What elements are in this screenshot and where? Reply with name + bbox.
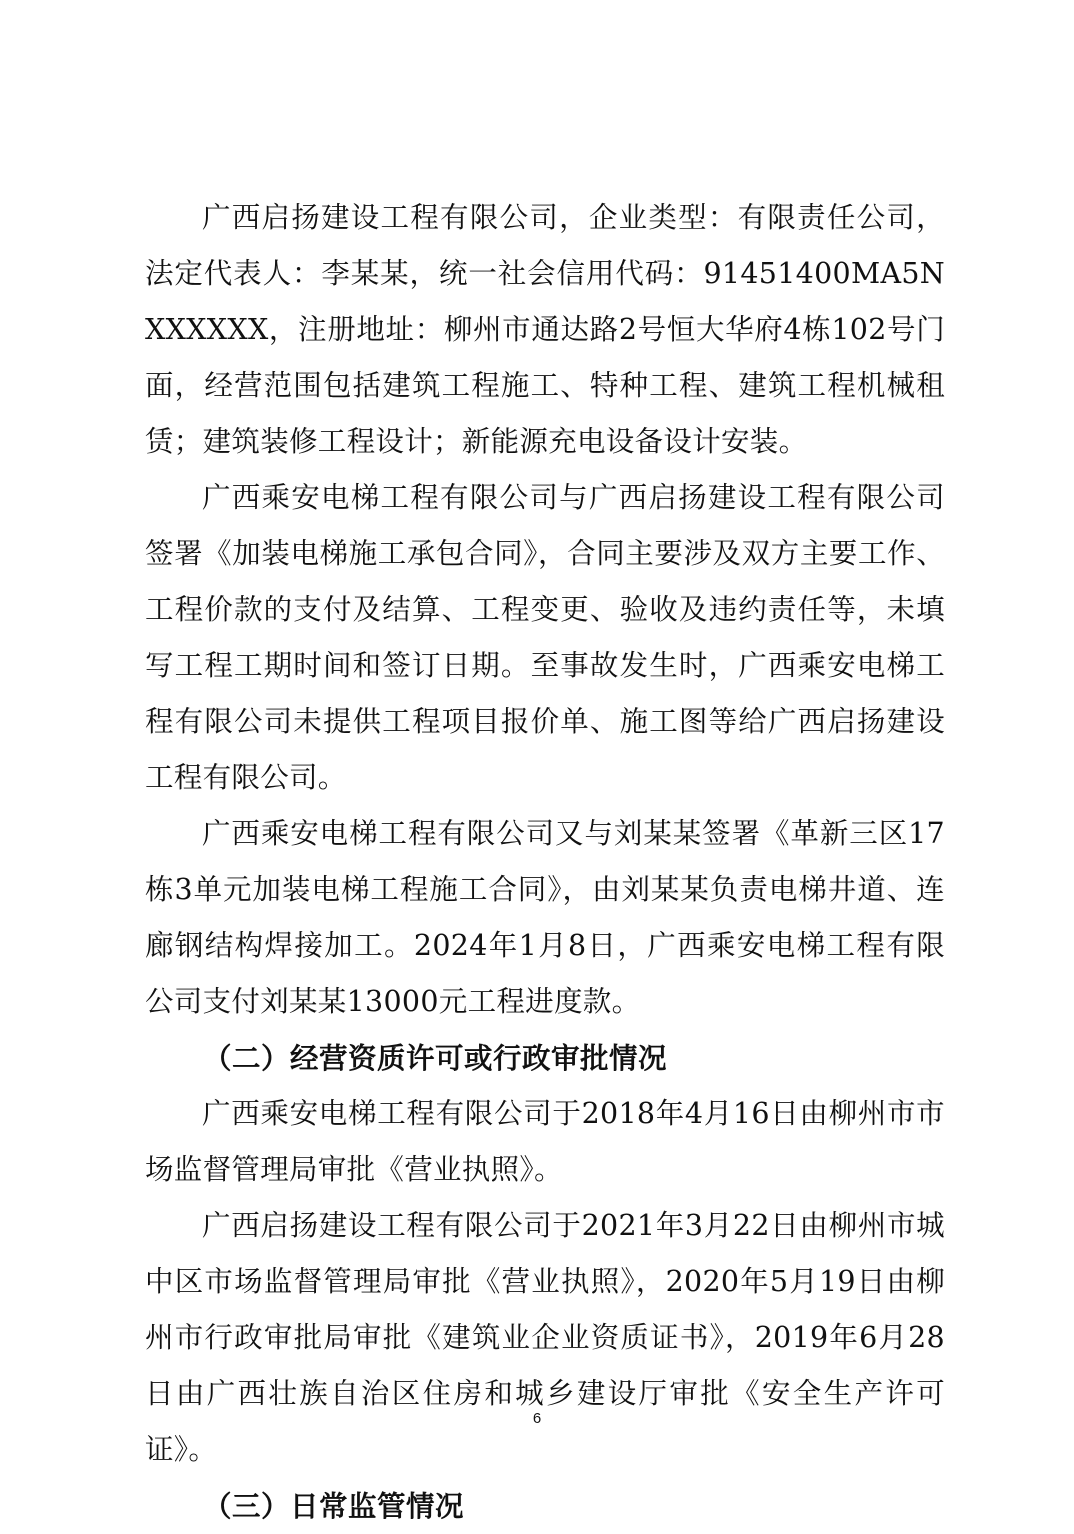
section-heading-qualification: （二）经营资质许可或行政审批情况 xyxy=(203,1041,668,1075)
page-number: 6 xyxy=(532,1410,542,1427)
paragraph-subcontract: 广西乘安电梯工程有限公司又与刘某某签署《革新三区17栋3单元加装电梯工程施工合同》，由刘某某负责电梯井道、连廊钢结构焊接加工。2024年1月8日，广西乘安电梯工程有限公司支付刘某某13000元工程进度款。 xyxy=(145,817,945,1018)
paragraph-license-2: 广西启扬建设工程有限公司于2021年3月22日由柳州市城中区市场监督管理局审批《营业执照》，2020年5月19日由柳州市行政审批局审批《建筑业企业资质证书》，2019年6月28日由广西壮族自治区住房和城乡建设厅审批《安全生产许可证》。 xyxy=(145,1209,945,1466)
document-body xyxy=(145,190,945,1534)
paragraph-company-info: 广西启扬建设工程有限公司，企业类型：有限责任公司，法定代表人：李某某，统一社会信用代码：91451400MA5NXXXXXX，注册地址：柳州市通达路2号恒大华府4栋102号门面，经营范围包括建筑工程施工、特种工程、建筑工程机械租赁；建筑装修工程设计；新能源充电设备设计安装。 xyxy=(145,201,945,458)
paragraph-contract: 广西乘安电梯工程有限公司与广西启扬建设工程有限公司签署《加装电梯施工承包合同》，合同主要涉及双方主要工作、工程价款的支付及结算、工程变更、验收及违约责任等，未填写工程工期时间和签订日期。至事故发生时，广西乘安电梯工程有限公司未提供工程项目报价单、施工图等给广西启扬建设工程有限公司。 xyxy=(145,481,945,794)
paragraph-license-1: 广西乘安电梯工程有限公司于2018年4月16日由柳州市市场监督管理局审批《营业执照》。 xyxy=(145,1097,945,1186)
section-heading-supervision: （三）日常监管情况 xyxy=(203,1489,465,1523)
